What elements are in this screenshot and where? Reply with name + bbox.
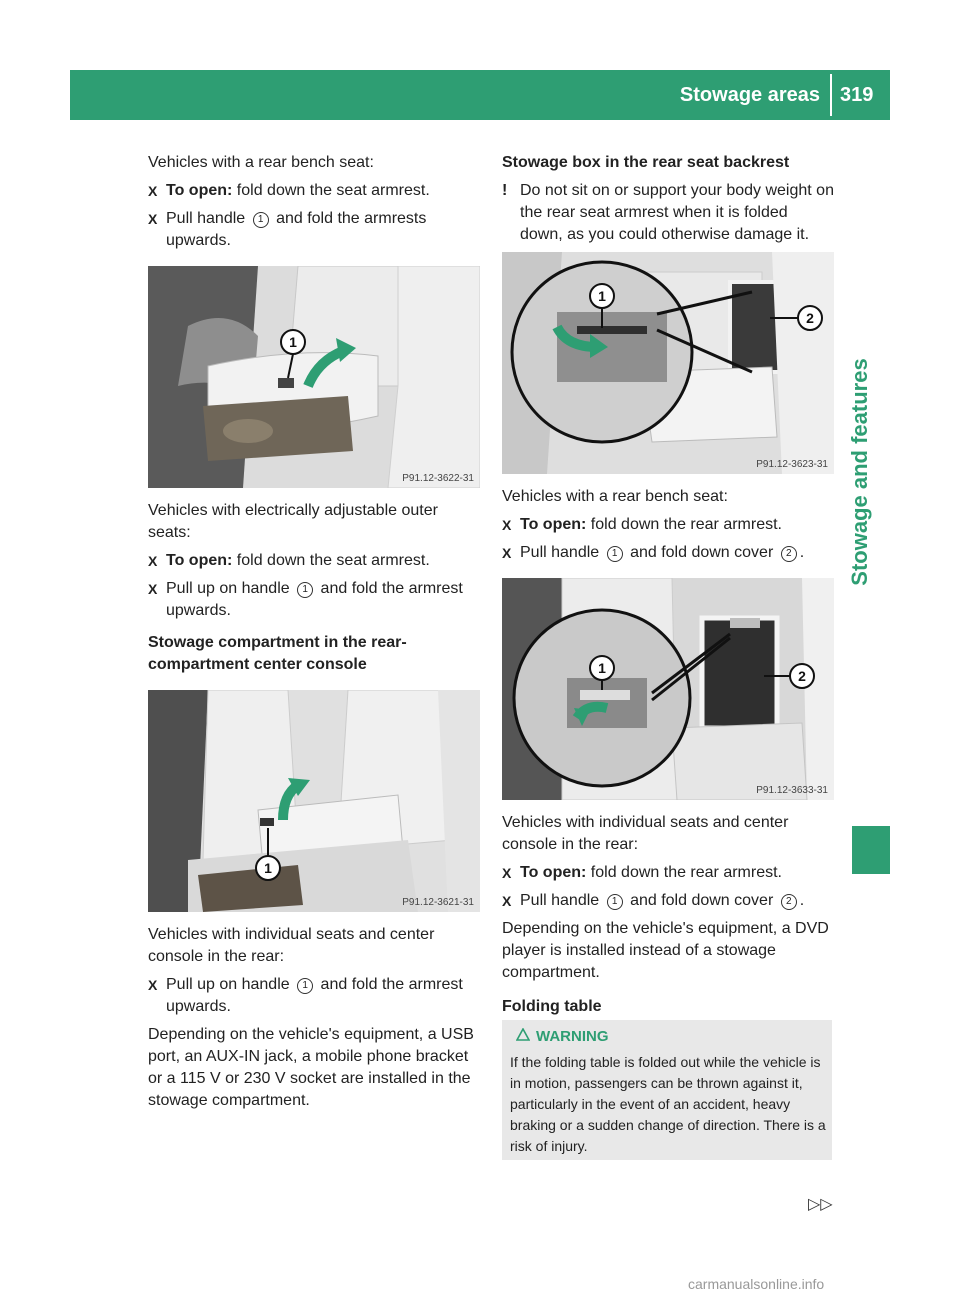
step-text: and fold down cover xyxy=(625,892,778,909)
svg-text:1: 1 xyxy=(289,334,297,350)
callout-1: 1 xyxy=(607,894,623,910)
step-marker: X xyxy=(502,545,512,561)
svg-text:1: 1 xyxy=(264,860,272,876)
step-marker: X xyxy=(148,977,158,993)
page-number: 319 xyxy=(840,84,874,106)
figure-center-console xyxy=(148,690,480,912)
figure-cover-individual xyxy=(502,578,834,800)
right-column-bottom xyxy=(502,812,836,1018)
notice xyxy=(502,180,834,246)
step-label: To open: xyxy=(166,182,233,199)
figure-code: P91.12-3633-31 xyxy=(756,785,828,796)
left-column-top xyxy=(148,152,480,252)
step-marker: X xyxy=(502,893,512,909)
warning-triangle-icon xyxy=(516,1028,530,1045)
left-column-middle xyxy=(148,500,480,676)
svg-text:1: 1 xyxy=(598,288,606,304)
heading-stowage-box: Stowage box in the rear seat backrest xyxy=(502,154,790,171)
figure-backrest-box xyxy=(502,252,834,474)
step-marker: X xyxy=(148,553,158,569)
step-text: Pull up on handle xyxy=(166,976,295,993)
step-pull-handle-1 xyxy=(148,208,480,252)
step-pull-handle-3: X Pull handle 1 and fold down cover 2 . xyxy=(502,890,836,912)
callout-1: 1 xyxy=(297,978,313,994)
continue-icon: ▷▷ xyxy=(808,1196,833,1213)
heading-center-console: Stowage compartment in the rear-compartment center console xyxy=(148,634,407,673)
step-open-1 xyxy=(148,180,480,202)
step-text: fold down the seat armrest. xyxy=(232,182,430,199)
step-pull-up-handle-2 xyxy=(148,974,482,1018)
warning-label: WARNING xyxy=(536,1028,609,1045)
step-marker: X xyxy=(502,517,512,533)
paragraph-equipment: Depending on the vehicle's equipment, a USB port, an AUX-IN jack, a mobile phone bracket or a 115 V or 230 V socket are installed in the stowage compartment. xyxy=(148,1026,474,1109)
step-marker: X xyxy=(148,581,158,597)
step-text: Pull up on handle xyxy=(166,580,295,597)
side-tab-label: Stowage and features xyxy=(847,358,872,586)
step-text: and fold the armrest upwards. xyxy=(166,580,463,619)
step-text: fold down the rear armrest. xyxy=(586,864,782,881)
left-column-bottom xyxy=(148,924,482,1112)
svg-text:1: 1 xyxy=(598,660,606,676)
side-tab-marker xyxy=(852,826,890,874)
right-column-top xyxy=(502,152,834,246)
callout-2: 2 xyxy=(781,894,797,910)
intro-individual-seats-2: Vehicles with individual seats and center console in the rear: xyxy=(502,814,789,853)
figure-code: P91.12-3623-31 xyxy=(756,459,828,470)
callout-1: 1 xyxy=(607,546,623,562)
step-text: Pull handle xyxy=(520,892,604,909)
figure-code: P91.12-3622-31 xyxy=(402,473,474,484)
step-marker: X xyxy=(148,183,158,199)
warning-text: If the folding table is folded out while the vehicle is in motion, passengers can be thrown against it, particularly in the event of an accident, heavy braking or a sudden change of direction. There is a risk of injury. xyxy=(510,1054,826,1154)
callout-1: 1 xyxy=(297,582,313,598)
step-text: Pull handle xyxy=(166,210,250,227)
section-title: Stowage areas xyxy=(679,84,820,106)
step-text: fold down the rear armrest. xyxy=(586,516,782,533)
warning-title xyxy=(516,1028,609,1045)
callout-1: 1 xyxy=(253,212,269,228)
step-text: fold down the seat armrest. xyxy=(232,552,430,569)
step-open-2 xyxy=(148,550,480,572)
step-pull-handle-2: X Pull handle 1 and fold down cover 2 . xyxy=(502,542,834,564)
step-text: Pull handle xyxy=(520,544,604,561)
step-marker: X xyxy=(148,211,158,227)
step-pull-up-handle-1 xyxy=(148,578,480,622)
step-text: and fold the armrest upwards. xyxy=(166,976,463,1015)
svg-text:2: 2 xyxy=(798,668,806,684)
intro-individual-seats: Vehicles with individual seats and center console in the rear: xyxy=(148,926,435,965)
intro-bench-seat: Vehicles with a rear bench seat: xyxy=(148,154,374,171)
intro-bench-seat-2: Vehicles with a rear bench seat: xyxy=(502,488,728,505)
step-label: To open: xyxy=(520,864,587,881)
right-column-middle xyxy=(502,486,834,564)
step-label: To open: xyxy=(520,516,587,533)
heading-folding-table: Folding table xyxy=(502,998,602,1015)
side-tab xyxy=(830,126,890,818)
step-marker: X xyxy=(502,865,512,881)
step-text: and fold down cover xyxy=(625,544,778,561)
watermark: carmanualsonline.info xyxy=(688,1276,825,1292)
figure-armrest-bench xyxy=(148,266,480,488)
step-open-4 xyxy=(502,862,836,884)
header-divider xyxy=(830,74,832,116)
svg-text:2: 2 xyxy=(806,310,814,326)
intro-electric-seats: Vehicles with electrically adjustable outer seats: xyxy=(148,502,438,541)
callout-2: 2 xyxy=(781,546,797,562)
figure-code: P91.12-3621-31 xyxy=(402,897,474,908)
paragraph-dvd: Depending on the vehicle's equipment, a DVD player is installed instead of a stowage compartment. xyxy=(502,920,829,981)
notice-text: Do not sit on or support your body weight on the rear seat armrest when it is folded down, as you could otherwise damage it. xyxy=(520,182,834,243)
step-text: and fold the armrests upwards. xyxy=(166,210,427,249)
step-label: To open: xyxy=(166,552,233,569)
step-open-3 xyxy=(502,514,834,536)
warning-box xyxy=(502,1020,832,1160)
notice-icon: ! xyxy=(502,182,508,199)
